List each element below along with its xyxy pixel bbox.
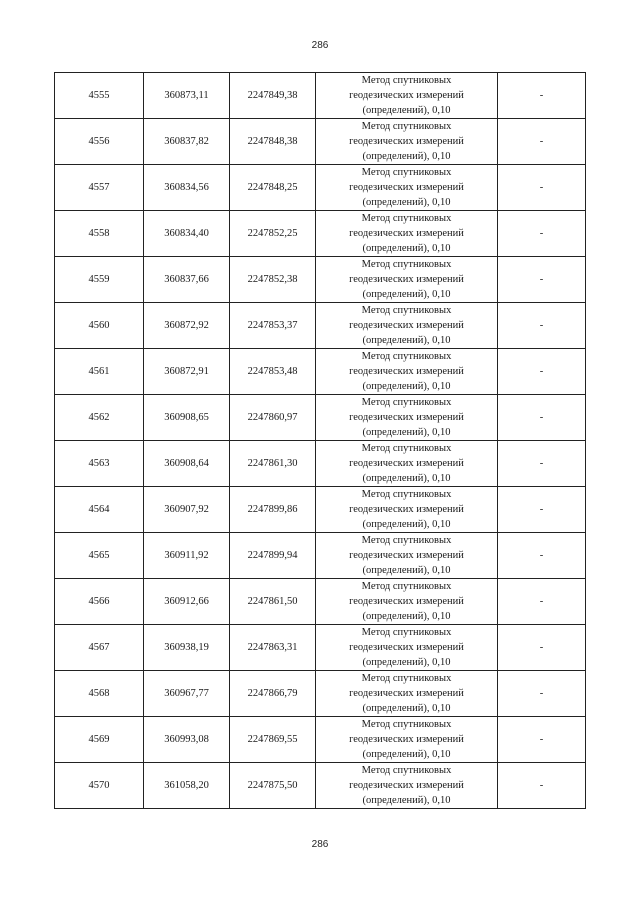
coordinate-y-cell: 2247853,37 (230, 303, 316, 349)
method-line: (определений), 0,10 (362, 335, 451, 346)
method-line: геодезических измерений (349, 366, 464, 377)
method-cell (316, 487, 498, 533)
method-line: (определений), 0,10 (362, 519, 451, 530)
coordinate-x-cell: 360993,08 (144, 717, 230, 763)
method-cell (316, 73, 498, 119)
coordinate-x-cell: 360834,40 (144, 211, 230, 257)
method-cell (316, 717, 498, 763)
extra-cell: - (498, 395, 586, 441)
method-line: геодезических измерений (349, 274, 464, 285)
method-line: (определений), 0,10 (362, 565, 451, 576)
method-line: Метод спутниковых (361, 397, 452, 408)
coordinate-x-cell: 360872,91 (144, 349, 230, 395)
method-line: геодезических измерений (349, 228, 464, 239)
method-cell (316, 165, 498, 211)
method-line: Метод спутниковых (361, 167, 452, 178)
coordinate-x-cell: 360873,11 (144, 73, 230, 119)
coordinate-x-cell: 360907,92 (144, 487, 230, 533)
method-line: геодезических измерений (349, 182, 464, 193)
extra-cell: - (498, 487, 586, 533)
table-row (55, 579, 586, 625)
page-number-bottom: 286 (311, 839, 329, 850)
extra-cell: - (498, 165, 586, 211)
table-row (55, 349, 586, 395)
coordinates-table (54, 72, 586, 809)
coordinate-y-cell: 2247899,94 (230, 533, 316, 579)
method-cell (316, 579, 498, 625)
extra-cell: - (498, 625, 586, 671)
method-line: геодезических измерений (349, 320, 464, 331)
method-line: геодезических измерений (349, 550, 464, 561)
coordinate-x-cell: 360834,56 (144, 165, 230, 211)
point-number-cell: 4567 (55, 625, 144, 671)
table-row (55, 533, 586, 579)
method-line: (определений), 0,10 (362, 795, 451, 806)
method-cell (316, 303, 498, 349)
method-cell (316, 395, 498, 441)
method-line: Метод спутниковых (361, 351, 452, 362)
method-line: (определений), 0,10 (362, 473, 451, 484)
method-line: Метод спутниковых (361, 213, 452, 224)
point-number-cell: 4558 (55, 211, 144, 257)
coordinate-y-cell: 2247852,38 (230, 257, 316, 303)
coordinate-y-cell: 2247866,79 (230, 671, 316, 717)
method-line: геодезических измерений (349, 734, 464, 745)
table-row (55, 671, 586, 717)
coordinate-x-cell: 360911,92 (144, 533, 230, 579)
method-line: Метод спутниковых (361, 719, 452, 730)
coordinate-y-cell: 2247852,25 (230, 211, 316, 257)
method-cell (316, 211, 498, 257)
method-line: геодезических измерений (349, 642, 464, 653)
point-number-cell: 4564 (55, 487, 144, 533)
method-line: (определений), 0,10 (362, 749, 451, 760)
method-line: Метод спутниковых (361, 443, 452, 454)
coordinate-y-cell: 2247849,38 (230, 73, 316, 119)
method-line: Метод спутниковых (361, 305, 452, 316)
method-line: Метод спутниковых (361, 489, 452, 500)
method-line: геодезических измерений (349, 136, 464, 147)
point-number-cell: 4568 (55, 671, 144, 717)
table-row (55, 487, 586, 533)
method-line: геодезических измерений (349, 596, 464, 607)
table-row (55, 303, 586, 349)
method-cell (316, 257, 498, 303)
method-line: Метод спутниковых (361, 627, 452, 638)
point-number-cell: 4570 (55, 763, 144, 809)
extra-cell: - (498, 303, 586, 349)
method-cell (316, 763, 498, 809)
point-number-cell: 4563 (55, 441, 144, 487)
method-line: геодезических измерений (349, 688, 464, 699)
method-line: (определений), 0,10 (362, 243, 451, 254)
point-number-cell: 4555 (55, 73, 144, 119)
method-line: Метод спутниковых (361, 581, 452, 592)
coordinate-x-cell: 360908,65 (144, 395, 230, 441)
method-line: Метод спутниковых (361, 535, 452, 546)
method-line: Метод спутниковых (361, 259, 452, 270)
point-number-cell: 4556 (55, 119, 144, 165)
coordinate-y-cell: 2247853,48 (230, 349, 316, 395)
method-line: геодезических измерений (349, 780, 464, 791)
table-row (55, 73, 586, 119)
method-line: Метод спутниковых (361, 121, 452, 132)
method-line: (определений), 0,10 (362, 197, 451, 208)
extra-cell: - (498, 533, 586, 579)
page-number-top: 286 (311, 40, 329, 51)
coordinate-x-cell: 360837,66 (144, 257, 230, 303)
table-row (55, 625, 586, 671)
method-line: (определений), 0,10 (362, 427, 451, 438)
table-row (55, 119, 586, 165)
coordinate-y-cell: 2247875,50 (230, 763, 316, 809)
method-line: (определений), 0,10 (362, 703, 451, 714)
coordinate-x-cell: 360837,82 (144, 119, 230, 165)
extra-cell: - (498, 119, 586, 165)
coordinate-x-cell: 360908,64 (144, 441, 230, 487)
extra-cell: - (498, 257, 586, 303)
method-cell (316, 625, 498, 671)
table-row (55, 395, 586, 441)
coordinate-y-cell: 2247863,31 (230, 625, 316, 671)
extra-cell: - (498, 441, 586, 487)
extra-cell: - (498, 211, 586, 257)
coordinate-y-cell: 2247899,86 (230, 487, 316, 533)
extra-cell: - (498, 349, 586, 395)
table-row (55, 165, 586, 211)
table-row (55, 257, 586, 303)
coordinate-x-cell: 361058,20 (144, 763, 230, 809)
coordinates-table-body (55, 73, 586, 809)
point-number-cell: 4569 (55, 717, 144, 763)
method-cell (316, 119, 498, 165)
extra-cell: - (498, 73, 586, 119)
method-line: (определений), 0,10 (362, 105, 451, 116)
method-line: геодезических измерений (349, 458, 464, 469)
coordinate-x-cell: 360967,77 (144, 671, 230, 717)
extra-cell: - (498, 671, 586, 717)
point-number-cell: 4562 (55, 395, 144, 441)
method-line: геодезических измерений (349, 90, 464, 101)
point-number-cell: 4559 (55, 257, 144, 303)
coordinate-y-cell: 2247848,25 (230, 165, 316, 211)
method-line: (определений), 0,10 (362, 381, 451, 392)
extra-cell: - (498, 763, 586, 809)
extra-cell: - (498, 579, 586, 625)
table-row (55, 211, 586, 257)
coordinate-y-cell: 2247869,55 (230, 717, 316, 763)
method-cell (316, 671, 498, 717)
method-line: (определений), 0,10 (362, 289, 451, 300)
coordinate-x-cell: 360938,19 (144, 625, 230, 671)
method-line: Метод спутниковых (361, 765, 452, 776)
method-cell (316, 349, 498, 395)
method-line: Метод спутниковых (361, 75, 452, 86)
method-line: геодезических измерений (349, 504, 464, 515)
point-number-cell: 4566 (55, 579, 144, 625)
point-number-cell: 4557 (55, 165, 144, 211)
table-row (55, 717, 586, 763)
method-cell (316, 441, 498, 487)
coordinate-y-cell: 2247861,50 (230, 579, 316, 625)
coordinate-y-cell: 2247860,97 (230, 395, 316, 441)
coordinate-x-cell: 360912,66 (144, 579, 230, 625)
method-line: (определений), 0,10 (362, 611, 451, 622)
method-line: Метод спутниковых (361, 673, 452, 684)
coordinate-y-cell: 2247848,38 (230, 119, 316, 165)
point-number-cell: 4560 (55, 303, 144, 349)
extra-cell: - (498, 717, 586, 763)
point-number-cell: 4565 (55, 533, 144, 579)
method-line: (определений), 0,10 (362, 657, 451, 668)
coordinate-y-cell: 2247861,30 (230, 441, 316, 487)
table-row (55, 441, 586, 487)
method-cell (316, 533, 498, 579)
table-row (55, 763, 586, 809)
coordinate-x-cell: 360872,92 (144, 303, 230, 349)
method-line: (определений), 0,10 (362, 151, 451, 162)
method-line: геодезических измерений (349, 412, 464, 423)
point-number-cell: 4561 (55, 349, 144, 395)
